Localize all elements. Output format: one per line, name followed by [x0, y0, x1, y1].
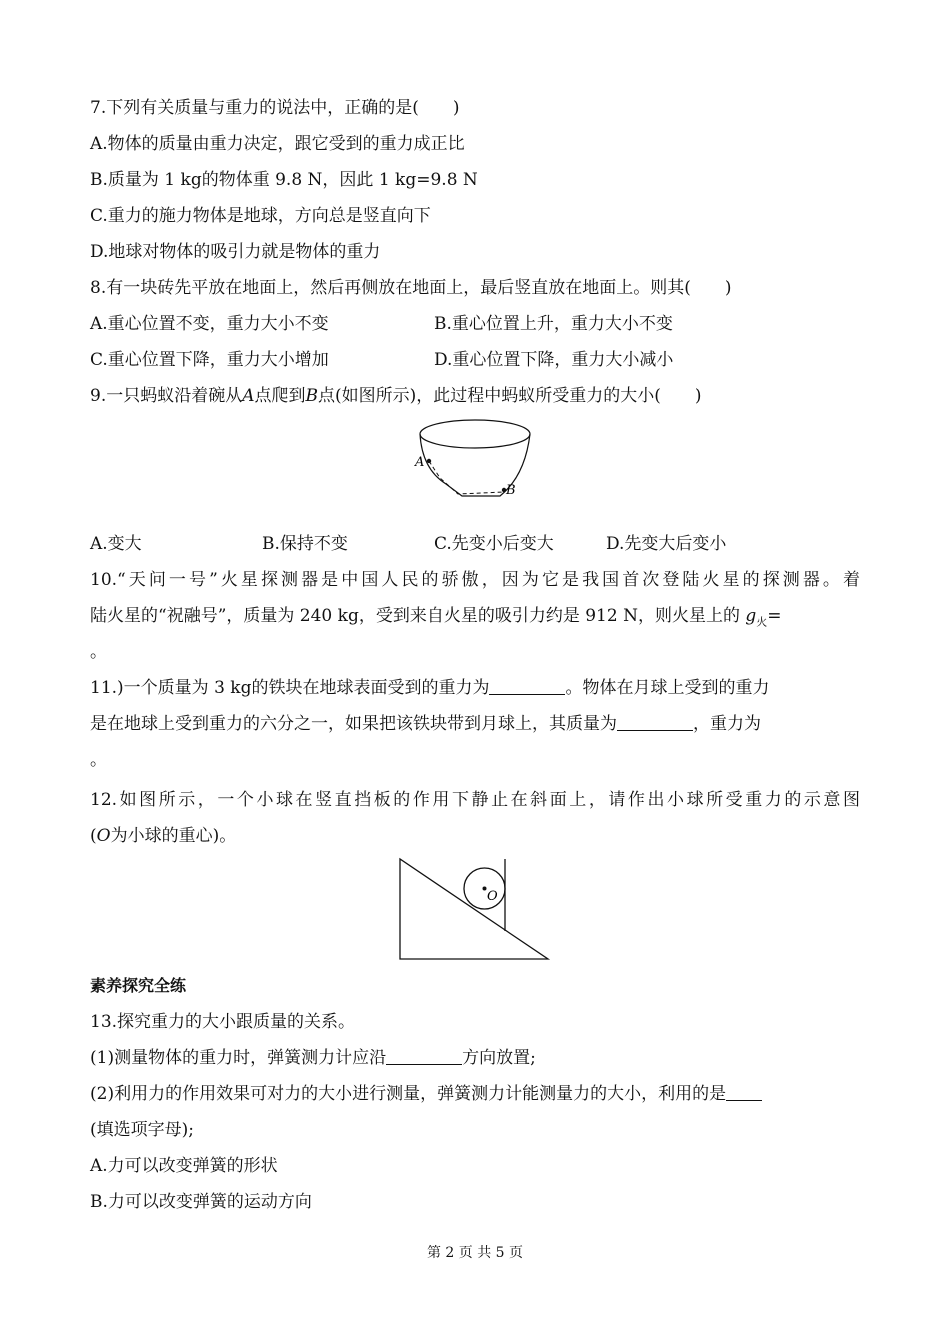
q12-line1: 12.如图所示，一个小球在竖直挡板的作用下静止在斜面上，请作出小球所受重力的示意图	[90, 790, 860, 810]
q9-point-b: B	[305, 386, 319, 406]
incline-figure	[395, 855, 555, 965]
q9-option-d: D.先变大后变小	[606, 534, 727, 554]
q9-stem	[90, 384, 702, 408]
q11-text: 11.)一个质量为 3 kg的铁块在地球表面受到的重力为	[90, 678, 490, 698]
q9-point-a: A	[242, 386, 255, 406]
q7-option-c: C.重力的施力物体是地球，方向总是竖直向下	[90, 206, 431, 226]
q7-option-a: A.物体的质量由重力决定，跟它受到的重力成正比	[90, 134, 465, 154]
center-of-gravity-dot	[483, 887, 487, 891]
q9-stem-part: 点(如图所示)，此过程中蚂蚁所受重力的大小( )	[318, 386, 702, 406]
q10-line2	[90, 604, 782, 634]
q10-equals: =	[767, 606, 782, 626]
q13-text: (1)测量物体的重力时，弹簧测力计应沿	[90, 1048, 387, 1068]
q12-line2	[90, 824, 236, 848]
q9-stem-part: 9.一只蚂蚁沿着碗从	[90, 386, 243, 406]
q8-option-d: D.重心位置下降，重力大小减小	[434, 350, 674, 370]
page-footer: 第 2 页 共 5 页	[426, 1245, 524, 1261]
q13-text: (2)利用力的作用效果可对力的大小进行测量，弹簧测力计能测量力的大小，利用的是	[90, 1084, 727, 1104]
q8-option-c: C.重心位置下降，重力大小增加	[90, 350, 329, 370]
q10-g-symbol: g	[745, 606, 757, 626]
q10-text: 陆火星的“祝融号”，质量为 240 kg，受到来自火星的吸引力约是 912 N，则火星上的	[90, 606, 746, 626]
q10-g-subscript: 火	[756, 615, 768, 629]
q13-part1	[90, 1046, 536, 1070]
q8-stem: 8.有一块砖先平放在地面上，然后再侧放在地面上，最后竖直放在地面上。则其( )	[90, 278, 732, 298]
q13-text: 方向放置;	[462, 1048, 536, 1068]
q9-stem-part: 点爬到	[254, 386, 306, 406]
fig-label-o: O	[487, 889, 498, 904]
q11-text: 。物体在月球上受到的重力	[565, 678, 770, 698]
q9-option-b: B.保持不变	[262, 534, 348, 554]
q13-option-a: A.力可以改变弹簧的形状	[90, 1156, 278, 1176]
point-a-marker	[427, 459, 431, 463]
incline-triangle	[400, 859, 548, 959]
bowl-rim	[420, 420, 530, 448]
q13-part2-line1	[90, 1082, 762, 1106]
q13-stem: 13.探究重力的大小跟质量的关系。	[90, 1012, 356, 1032]
q10-line1: 10.“天问一号”火星探测器是中国人民的骄傲，因为它是我国首次登陆火星的探测器。着	[90, 570, 860, 590]
q12-text: 为小球的重心)。	[110, 826, 237, 846]
q13-part2-line2: (填选项字母);	[90, 1120, 194, 1140]
q11-answer-blank-2[interactable]	[617, 714, 693, 731]
q9-option-a: A.变大	[90, 534, 142, 554]
q11-text: 是在地球上受到重力的六分之一，如果把该铁块带到月球上，其质量为	[90, 714, 617, 734]
fig-label-b: B	[506, 483, 516, 498]
ant-path	[429, 461, 504, 494]
q13-option-b: B.力可以改变弹簧的运动方向	[90, 1192, 312, 1212]
q7-stem: 7.下列有关质量与重力的说法中，正确的是( )	[90, 98, 460, 118]
q13-answer-blank-1[interactable]	[386, 1048, 462, 1065]
q8-option-a: A.重心位置不变，重力大小不变	[90, 314, 329, 334]
q12-text: (	[90, 826, 97, 846]
q11-answer-blank-1[interactable]	[489, 678, 565, 695]
q9-option-c: C.先变小后变大	[434, 534, 554, 554]
q11-line2	[90, 712, 761, 736]
q10-line3: 。	[90, 642, 107, 662]
q11-line3: 。	[90, 750, 107, 770]
q8-option-b: B.重心位置上升，重力大小不变	[434, 314, 673, 334]
section-title: 素养探究全练	[90, 976, 187, 995]
q7-option-b: B.质量为 1 kg的物体重 9.8 N，因此 1 kg=9.8 N	[90, 170, 478, 190]
fig-label-a: A	[415, 455, 425, 470]
bowl-figure	[410, 414, 540, 506]
q7-option-d: D.地球对物体的吸引力就是物体的重力	[90, 242, 381, 262]
q12-o-symbol: O	[96, 826, 111, 846]
q13-answer-blank-2[interactable]	[726, 1084, 762, 1101]
q11-line1	[90, 676, 769, 700]
q11-text: ，重力为	[693, 714, 761, 734]
